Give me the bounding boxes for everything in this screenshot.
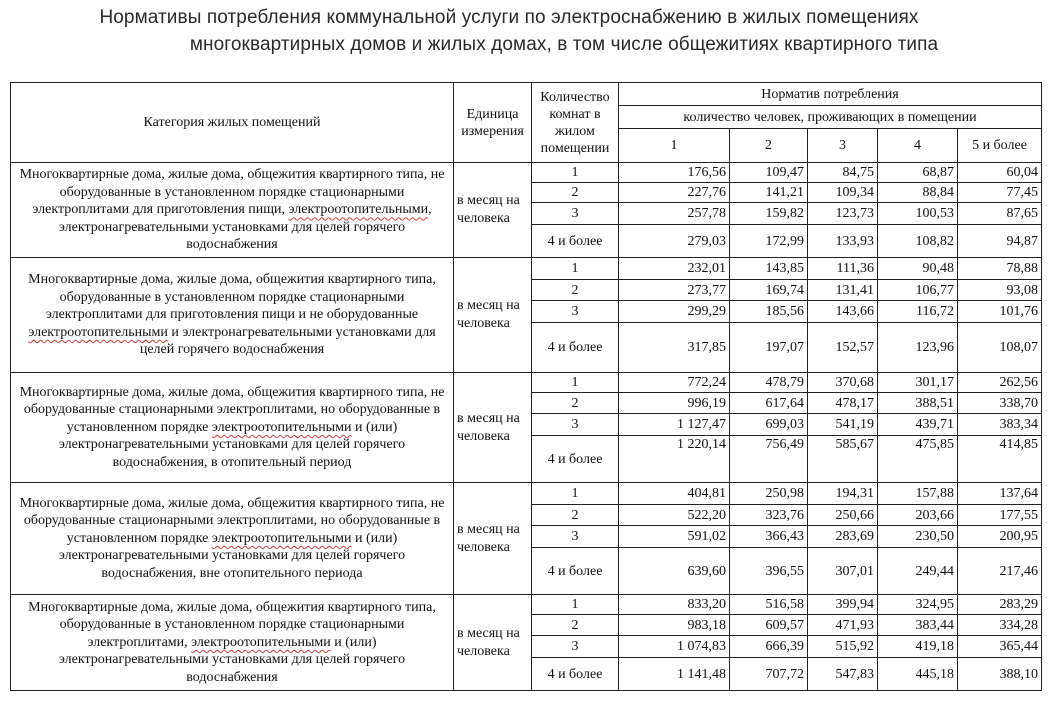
norm-value-cell-persons-1: 591,02: [619, 526, 730, 548]
rooms-cell: 3: [532, 203, 619, 225]
norm-value-cell-persons-1: 772,24: [619, 373, 730, 393]
norm-value-cell-persons-4: 106,77: [878, 280, 958, 301]
category-text: Многоквартирные дома, жилые дома, общежития квартирного типа, не оборудованные в установленном порядке стационарными электроплитами для приготовления пищи,: [19, 167, 445, 218]
category-text-underlined: электроотопительными: [28, 324, 168, 340]
category-cell: [11, 258, 454, 373]
table-row: [11, 483, 1042, 505]
rooms-cell: 4 и более: [532, 548, 619, 595]
norm-value-cell-persons-5: 94,87: [958, 225, 1042, 258]
norm-value-cell-persons-5: 108,07: [958, 323, 1042, 373]
norm-value-cell-persons-1: 257,78: [619, 203, 730, 225]
norm-value-cell-persons-1: 1 141,48: [619, 658, 730, 691]
unit-cell: в месяц на человека: [454, 258, 532, 373]
category-text-underlined: электроотопительными: [211, 419, 352, 435]
norm-value-cell-persons-1: 273,77: [619, 280, 730, 301]
category-text: и (или) электронагревательными установками для целей горячего водоснабжения, вне отопительного периода: [58, 530, 406, 581]
norm-value-cell-persons-3: 370,68: [808, 373, 878, 393]
header-unit: Единица измерения: [454, 83, 532, 163]
norm-value-cell-persons-3: 111,36: [808, 258, 878, 280]
norm-value-cell-persons-1: 299,29: [619, 301, 730, 323]
norm-value-cell-persons-2: 699,03: [730, 414, 808, 436]
norm-value-cell-persons-5: 78,88: [958, 258, 1042, 280]
norm-value-cell-persons-4: 157,88: [878, 483, 958, 505]
norm-value-cell-persons-2: 185,56: [730, 301, 808, 323]
norm-value-cell-persons-1: 176,56: [619, 163, 730, 183]
norm-value-cell-persons-2: 172,99: [730, 225, 808, 258]
norms-table-body: [11, 83, 1042, 691]
norm-value-cell-persons-2: 707,72: [730, 658, 808, 691]
header-persons-4: 4: [878, 129, 958, 163]
norm-value-cell-persons-4: 324,95: [878, 595, 958, 615]
norm-value-cell-persons-4: 475,85: [878, 436, 958, 483]
norm-value-cell-persons-4: 249,44: [878, 548, 958, 595]
rooms-cell: 1: [532, 595, 619, 615]
header-norm: Норматив потребления: [619, 83, 1042, 106]
norm-value-cell-persons-2: 250,98: [730, 483, 808, 505]
norm-value-cell-persons-1: 1 220,14: [619, 436, 730, 483]
rooms-cell: 1: [532, 163, 619, 183]
table-row: [11, 595, 1042, 615]
norm-value-cell-persons-5: 137,64: [958, 483, 1042, 505]
category-text: и электронагревательными установками для целей горячего водоснабжения: [139, 324, 436, 358]
norm-value-cell-persons-2: 617,64: [730, 393, 808, 414]
norm-value-cell-persons-1: 833,20: [619, 595, 730, 615]
unit-cell: в месяц на человека: [454, 373, 532, 483]
header-persons: количество человек, проживающих в помещении: [619, 106, 1042, 129]
rooms-cell: 4 и более: [532, 436, 619, 483]
norm-value-cell-persons-3: 547,83: [808, 658, 878, 691]
category-text: Многоквартирные дома, жилые дома, общежития квартирного типа, не оборудованные стационарными электроплитами, но оборудованные в установленном порядке: [19, 384, 445, 435]
rooms-cell: 1: [532, 373, 619, 393]
norm-value-cell-persons-5: 383,34: [958, 414, 1042, 436]
norm-value-cell-persons-2: 516,58: [730, 595, 808, 615]
norm-value-cell-persons-1: 1 074,83: [619, 636, 730, 658]
rooms-cell: 1: [532, 483, 619, 505]
norm-value-cell-persons-3: 194,31: [808, 483, 878, 505]
norm-value-cell-persons-4: 301,17: [878, 373, 958, 393]
category-text: Многоквартирные дома, жилые дома, общежития квартирного типа, оборудованные в установленном порядке стационарными электроплитами,: [28, 599, 436, 650]
norm-value-cell-persons-4: 388,51: [878, 393, 958, 414]
category-text-underlined: электроотопительными: [191, 634, 331, 650]
norm-value-cell-persons-1: 639,60: [619, 548, 730, 595]
norm-value-cell-persons-4: 445,18: [878, 658, 958, 691]
norm-value-cell-persons-3: 123,73: [808, 203, 878, 225]
norm-value-cell-persons-1: 227,76: [619, 183, 730, 203]
norm-value-cell-persons-4: 108,82: [878, 225, 958, 258]
norm-value-cell-persons-5: 101,76: [958, 301, 1042, 323]
norm-value-cell-persons-5: 414,85: [958, 436, 1042, 483]
header-rooms: Количество комнат в жилом помещении: [532, 83, 619, 163]
norm-value-cell-persons-3: 399,94: [808, 595, 878, 615]
norm-value-cell-persons-4: 68,87: [878, 163, 958, 183]
unit-cell: в месяц на человека: [454, 595, 532, 691]
norm-value-cell-persons-5: 60,04: [958, 163, 1042, 183]
rooms-cell: 3: [532, 526, 619, 548]
rooms-cell: 2: [532, 393, 619, 414]
norm-value-cell-persons-2: 141,21: [730, 183, 808, 203]
header-persons-1: 1: [619, 129, 730, 163]
norm-value-cell-persons-3: 515,92: [808, 636, 878, 658]
norm-value-cell-persons-4: 439,71: [878, 414, 958, 436]
norm-value-cell-persons-4: 90,48: [878, 258, 958, 280]
norm-value-cell-persons-1: 983,18: [619, 615, 730, 636]
header-persons-5-plus: 5 и более: [958, 129, 1042, 163]
norm-value-cell-persons-4: 88,84: [878, 183, 958, 203]
norm-value-cell-persons-2: 159,82: [730, 203, 808, 225]
norm-value-cell-persons-3: 307,01: [808, 548, 878, 595]
norm-value-cell-persons-4: 419,18: [878, 636, 958, 658]
norm-value-cell-persons-3: 471,93: [808, 615, 878, 636]
norm-value-cell-persons-2: 609,57: [730, 615, 808, 636]
rooms-cell: 2: [532, 505, 619, 526]
norm-value-cell-persons-5: 200,95: [958, 526, 1042, 548]
unit-cell: в месяц на человека: [454, 483, 532, 595]
norm-value-cell-persons-5: 334,28: [958, 615, 1042, 636]
norm-value-cell-persons-5: 93,08: [958, 280, 1042, 301]
category-text: , электронагревательными установками для целей горячего водоснабжения: [58, 202, 432, 253]
rooms-cell: 4 и более: [532, 323, 619, 373]
norm-value-cell-persons-4: 100,53: [878, 203, 958, 225]
norm-value-cell-persons-3: 143,66: [808, 301, 878, 323]
norm-value-cell-persons-2: 323,76: [730, 505, 808, 526]
header-persons-3: 3: [808, 129, 878, 163]
norm-value-cell-persons-3: 541,19: [808, 414, 878, 436]
norm-value-cell-persons-4: 383,44: [878, 615, 958, 636]
document-title: [0, 4, 1048, 58]
norm-value-cell-persons-3: 585,67: [808, 436, 878, 483]
title-line-1: Нормативы потребления коммунальной услуги по электроснабжению в жилых помещениях: [99, 7, 919, 28]
rooms-cell: 2: [532, 280, 619, 301]
table-row: [11, 258, 1042, 280]
rooms-cell: 3: [532, 414, 619, 436]
norm-value-cell-persons-1: 996,19: [619, 393, 730, 414]
norm-value-cell-persons-5: 217,46: [958, 548, 1042, 595]
norm-value-cell-persons-3: 84,75: [808, 163, 878, 183]
norm-value-cell-persons-2: 478,79: [730, 373, 808, 393]
norm-value-cell-persons-5: 177,55: [958, 505, 1042, 526]
norm-value-cell-persons-5: 87,65: [958, 203, 1042, 225]
norm-value-cell-persons-1: 232,01: [619, 258, 730, 280]
rooms-cell: 2: [532, 615, 619, 636]
norm-value-cell-persons-2: 169,74: [730, 280, 808, 301]
rooms-cell: 3: [532, 301, 619, 323]
category-text: Многоквартирные дома, жилые дома, общежития квартирного типа, не оборудованные стационарными электроплитами, но оборудованные в установленном порядке: [19, 495, 445, 546]
norm-value-cell-persons-5: 77,45: [958, 183, 1042, 203]
category-text-underlined: электроотопительными: [288, 202, 429, 218]
norm-value-cell-persons-2: 143,85: [730, 258, 808, 280]
title-line-2: многоквартирных домов и жилых домах, в том числе общежитиях квартирного типа: [189, 34, 939, 55]
norm-value-cell-persons-4: 116,72: [878, 301, 958, 323]
norm-value-cell-persons-4: 203,66: [878, 505, 958, 526]
norm-value-cell-persons-5: 262,56: [958, 373, 1042, 393]
norm-value-cell-persons-5: 365,44: [958, 636, 1042, 658]
category-text: и (или) электронагревательными установками для целей горячего водоснабжения: [58, 634, 406, 685]
unit-cell: в месяц на человека: [454, 163, 532, 258]
norm-value-cell-persons-4: 230,50: [878, 526, 958, 548]
norm-value-cell-persons-3: 478,17: [808, 393, 878, 414]
norm-value-cell-persons-3: 152,57: [808, 323, 878, 373]
norm-value-cell-persons-2: 366,43: [730, 526, 808, 548]
category-cell: [11, 483, 454, 595]
norm-value-cell-persons-3: 250,66: [808, 505, 878, 526]
header-category: Категория жилых помещений: [11, 83, 454, 163]
norm-value-cell-persons-3: 283,69: [808, 526, 878, 548]
rooms-cell: 2: [532, 183, 619, 203]
norm-value-cell-persons-1: 404,81: [619, 483, 730, 505]
norm-value-cell-persons-5: 338,70: [958, 393, 1042, 414]
norm-value-cell-persons-4: 123,96: [878, 323, 958, 373]
norm-value-cell-persons-1: 317,85: [619, 323, 730, 373]
norms-table: [10, 82, 1042, 691]
rooms-cell: 4 и более: [532, 225, 619, 258]
norm-value-cell-persons-3: 131,41: [808, 280, 878, 301]
category-cell: [11, 595, 454, 691]
rooms-cell: 1: [532, 258, 619, 280]
norm-value-cell-persons-1: 1 127,47: [619, 414, 730, 436]
norm-value-cell-persons-5: 283,29: [958, 595, 1042, 615]
table-row: [11, 163, 1042, 183]
norm-value-cell-persons-2: 396,55: [730, 548, 808, 595]
table-row: [11, 373, 1042, 393]
category-cell: [11, 163, 454, 258]
category-cell: [11, 373, 454, 483]
norm-value-cell-persons-5: 388,10: [958, 658, 1042, 691]
norm-value-cell-persons-1: 279,03: [619, 225, 730, 258]
header-persons-2: 2: [730, 129, 808, 163]
norm-value-cell-persons-3: 109,34: [808, 183, 878, 203]
norm-value-cell-persons-3: 133,93: [808, 225, 878, 258]
norm-value-cell-persons-2: 666,39: [730, 636, 808, 658]
norm-value-cell-persons-2: 109,47: [730, 163, 808, 183]
norm-value-cell-persons-2: 756,49: [730, 436, 808, 483]
rooms-cell: 4 и более: [532, 658, 619, 691]
norm-value-cell-persons-2: 197,07: [730, 323, 808, 373]
category-text: и (или) электронагревательными установками для целей горячего водоснабжения, в отопительный период: [58, 419, 406, 470]
category-text-underlined: электроотопительными: [211, 530, 352, 546]
category-text: Многоквартирные дома, жилые дома, общежития квартирного типа, оборудованные в установленном порядке стационарными электроплитами для приготовления пищи и не оборудованные: [28, 272, 436, 323]
rooms-cell: 3: [532, 636, 619, 658]
norm-value-cell-persons-1: 522,20: [619, 505, 730, 526]
header-row-1: [11, 83, 1042, 106]
